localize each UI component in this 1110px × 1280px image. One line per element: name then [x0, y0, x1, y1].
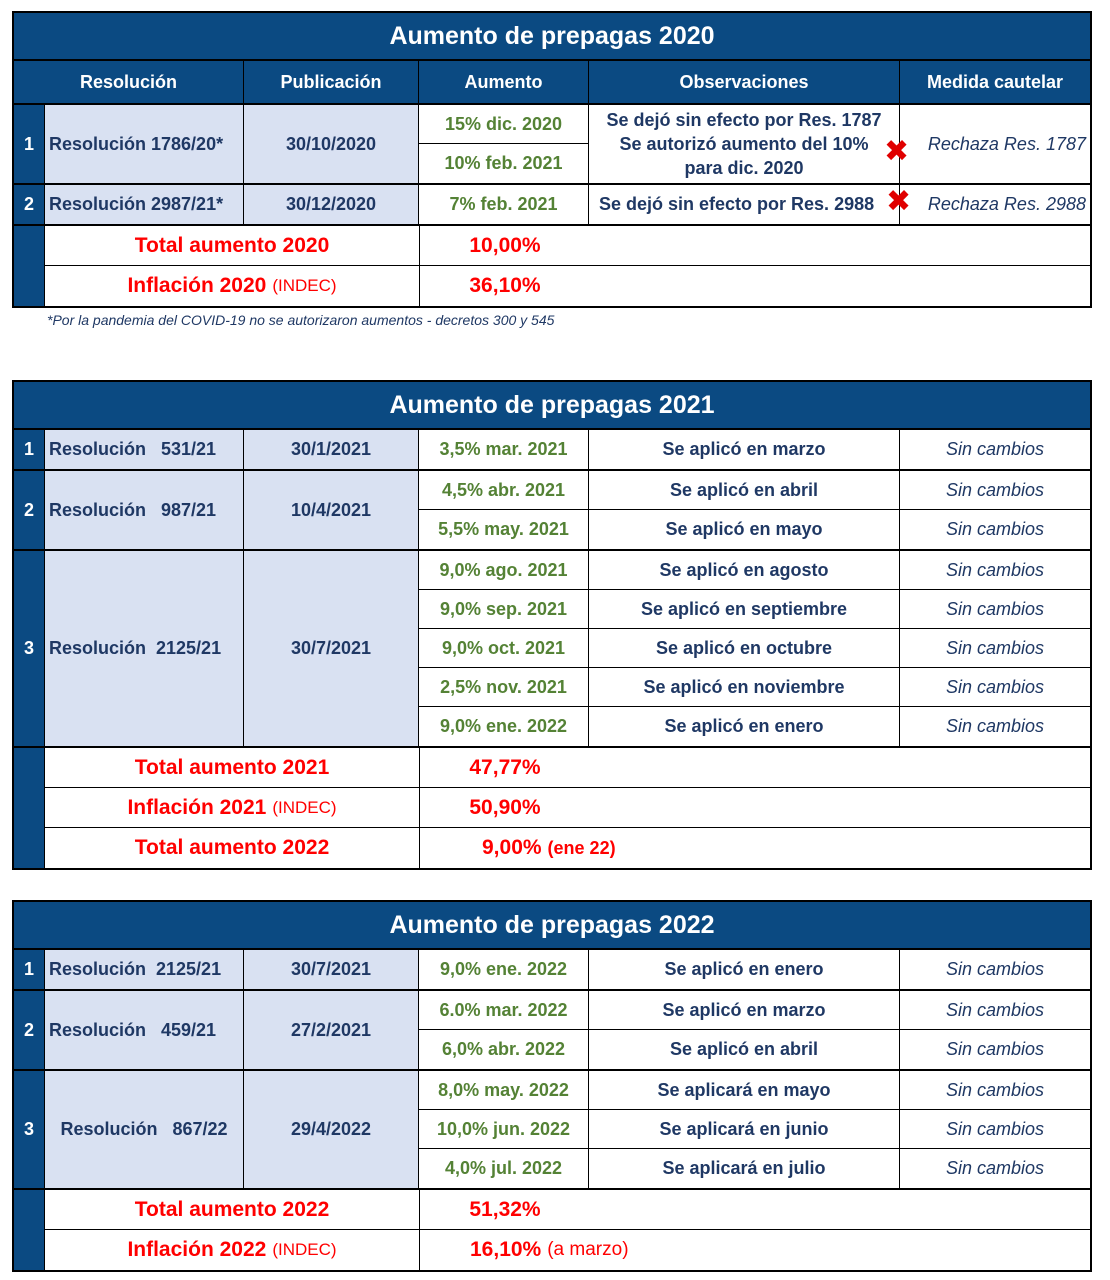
header-resolucion: Resolución [14, 61, 244, 103]
observation: Se aplicó en enero [589, 950, 900, 989]
measure-status: Sin cambios [945, 716, 1045, 736]
publication-date: 30/1/2021 [244, 430, 419, 469]
observation: Se dejó sin efecto por Res. 2988 [589, 185, 900, 224]
row-number: 2 [14, 471, 45, 549]
inflation-value [420, 1230, 660, 1270]
resolution-group [14, 991, 1090, 1071]
measure-status: Sin cambios [945, 1039, 1045, 1059]
publication-date: 27/2/2021 [244, 991, 419, 1069]
publication-date: 29/4/2022 [244, 1071, 419, 1188]
table-title: Aumento de prepagas 2021 [14, 382, 1090, 430]
total-value-text: 9,00% [482, 836, 542, 859]
measure-status: Rechaza Res. 2988 [927, 194, 1086, 214]
observation: Se aplicó en marzo [589, 991, 900, 1029]
total-label: Total aumento 2021 [45, 748, 420, 787]
row-number: 2 [14, 185, 45, 224]
table-2020 [12, 11, 1092, 308]
table-2022 [12, 900, 1092, 1272]
table-row [419, 629, 1090, 668]
inflation-label-text: Inflación 2021 [127, 795, 267, 819]
row-number: 1 [14, 430, 45, 469]
header-aumento: Aumento [419, 61, 589, 103]
measure-status: Sin cambios [945, 676, 1045, 697]
table-row [419, 1149, 1090, 1188]
increase-value: 9,0% ene. 2022 [419, 707, 589, 746]
increase-value: 3,5% mar. 2021 [419, 430, 589, 469]
observation: Se aplicó en marzo [589, 430, 900, 469]
increase-value: 7% feb. 2021 [419, 185, 589, 224]
publication-date: 30/12/2020 [244, 185, 419, 224]
publication-date: 30/10/2020 [244, 105, 419, 183]
measure-status: Sin cambios [945, 1079, 1045, 1100]
total-value-note: (ene 22) [547, 837, 616, 858]
resolution-group [14, 105, 1090, 185]
increase-value: 9,0% ene. 2022 [419, 950, 589, 989]
total-row [14, 226, 1090, 266]
observation [589, 105, 900, 183]
inflation-value-note: (a marzo) [547, 1239, 629, 1260]
increase-value: 15% dic. 2020 [419, 105, 588, 144]
resolution-group [14, 1071, 1090, 1190]
total-row [14, 748, 1090, 788]
measure-status: Rechaza Res. 1787 [927, 133, 1086, 154]
table-row [419, 668, 1090, 707]
resolution-name: Resolución 2987/21* [45, 185, 244, 224]
inflation-source: (INDEC) [272, 797, 337, 817]
measure-status: Sin cambios [945, 1118, 1045, 1139]
measure-status: Sin cambios [945, 439, 1045, 459]
table-row [419, 1030, 1090, 1069]
total-value: 51,32% [469, 1197, 541, 1221]
inflation-label [45, 788, 420, 827]
resolution-group [14, 950, 1090, 991]
measure-status: Sin cambios [945, 637, 1045, 658]
total-row [14, 1190, 1090, 1230]
footnote: *Por la pandemia del COVID-19 no se autorizaron aumentos - decretos 300 y 545 [47, 312, 555, 328]
increase-value: 2,5% nov. 2021 [419, 668, 589, 706]
table-row [419, 707, 1090, 746]
row-number: 2 [14, 991, 45, 1069]
measure-status: Sin cambios [945, 479, 1045, 500]
header-observaciones: Observaciones [589, 61, 900, 103]
observation-line: Se autorizó aumento del 10% [619, 134, 869, 154]
observation: Se aplicará en junio [589, 1110, 900, 1148]
resolution-group [14, 430, 1090, 471]
increase-value: 9,0% ago. 2021 [419, 551, 589, 589]
measure-status: Sin cambios [945, 1158, 1045, 1178]
table-row [419, 950, 1090, 989]
row-number: 3 [14, 1071, 45, 1188]
increase-value: 10% feb. 2021 [444, 153, 563, 173]
publication-date: 30/7/2021 [244, 551, 419, 746]
inflation-row [14, 788, 1090, 828]
resolution-group [14, 471, 1090, 551]
inflation-value: 36,10% [469, 274, 541, 297]
table-row [419, 471, 1090, 510]
increase-value: 9,0% oct. 2021 [419, 629, 589, 667]
table-row [419, 185, 1090, 224]
row-number: 3 [14, 551, 45, 746]
resolution-name: Resolución 459/21 [45, 991, 244, 1069]
observation: Se aplicó en enero [589, 707, 900, 746]
table-title: Aumento de prepagas 2022 [14, 902, 1090, 950]
total-value: 10,00% [469, 233, 541, 257]
resolution-name: Resolución 867/22 [45, 1071, 244, 1188]
x-mark-icon: ✖ [886, 185, 912, 218]
header-medida-cautelar: Medida cautelar [926, 71, 1064, 92]
measure-status: Sin cambios [945, 559, 1045, 580]
measure-status: Sin cambios [945, 598, 1045, 619]
table-row [419, 590, 1090, 629]
observation: Se aplicó en abril [589, 471, 900, 509]
inflation-row [14, 266, 1090, 306]
observation: Se aplicó en octubre [589, 629, 900, 667]
total-value: 47,77% [469, 755, 541, 779]
measure-status: Sin cambios [945, 519, 1045, 539]
inflation-label-text: Inflación 2020 [127, 274, 267, 297]
resolution-group [14, 551, 1090, 748]
table-2021 [12, 380, 1092, 870]
table-title: Aumento de prepagas 2020 [14, 13, 1090, 61]
observation-line: Se dejó sin efecto por Res. 1787 [606, 110, 882, 130]
increase-value: 8,0% may. 2022 [419, 1071, 589, 1109]
inflation-value: 50,90% [469, 795, 541, 819]
total-label: Total aumento 2020 [45, 226, 420, 265]
observation: Se aplicó en abril [589, 1030, 900, 1069]
increase-value: 6.0% mar. 2022 [419, 991, 589, 1029]
resolution-name: Resolución 531/21 [45, 430, 244, 469]
measure-status: Sin cambios [945, 959, 1045, 979]
inflation-source: (INDEC) [272, 1240, 337, 1259]
observation: Se aplicó en septiembre [589, 590, 900, 628]
inflation-row [14, 1230, 1090, 1270]
inflation-source: (INDEC) [272, 276, 337, 295]
observation: Se aplicará en mayo [589, 1071, 900, 1109]
total-value [420, 828, 660, 868]
table-row [419, 510, 1090, 549]
resolution-group [14, 185, 1090, 226]
resolution-name: Resolución 2125/21 [45, 950, 244, 989]
resolution-name: Resolución 987/21 [45, 471, 244, 549]
row-number: 1 [14, 950, 45, 989]
increase-value: 6,0% abr. 2022 [419, 1030, 589, 1069]
total-row-2022 [14, 828, 1090, 868]
table-row [419, 551, 1090, 590]
resolution-name: Resolución 2125/21 [45, 551, 244, 746]
inflation-value-text: 16,10% [470, 1238, 542, 1261]
table-header [14, 61, 1090, 105]
increase-value: 10,0% jun. 2022 [419, 1110, 589, 1148]
observation: Se aplicará en julio [589, 1149, 900, 1188]
publication-date: 30/7/2021 [244, 950, 419, 989]
increase-value: 9,0% sep. 2021 [419, 590, 589, 628]
table-row [419, 991, 1090, 1030]
total-label: Total aumento 2022 [45, 828, 420, 868]
table-row [419, 430, 1090, 469]
total-label: Total aumento 2022 [45, 1190, 420, 1229]
inflation-label [45, 1230, 420, 1270]
observation: Se aplicó en agosto [589, 551, 900, 589]
increase-value: 5,5% may. 2021 [419, 510, 589, 549]
resolution-name: Resolución 1786/20* [45, 105, 244, 183]
inflation-label-text: Inflación 2022 [127, 1238, 267, 1261]
observation: Se aplicó en mayo [589, 510, 900, 549]
observation-line: para dic. 2020 [684, 158, 804, 178]
header-publicacion: Publicación [244, 61, 419, 103]
measure-status: Sin cambios [945, 999, 1045, 1020]
increase-value: 4,5% abr. 2021 [419, 471, 589, 509]
increase-value: 4,0% jul. 2022 [419, 1149, 589, 1188]
x-mark-icon: ✖ [884, 135, 910, 168]
publication-date: 10/4/2021 [244, 471, 419, 549]
inflation-label [45, 266, 420, 306]
table-row [419, 1110, 1090, 1149]
observation: Se aplicó en noviembre [589, 668, 900, 706]
table-row [419, 1071, 1090, 1110]
row-number: 1 [14, 105, 45, 183]
